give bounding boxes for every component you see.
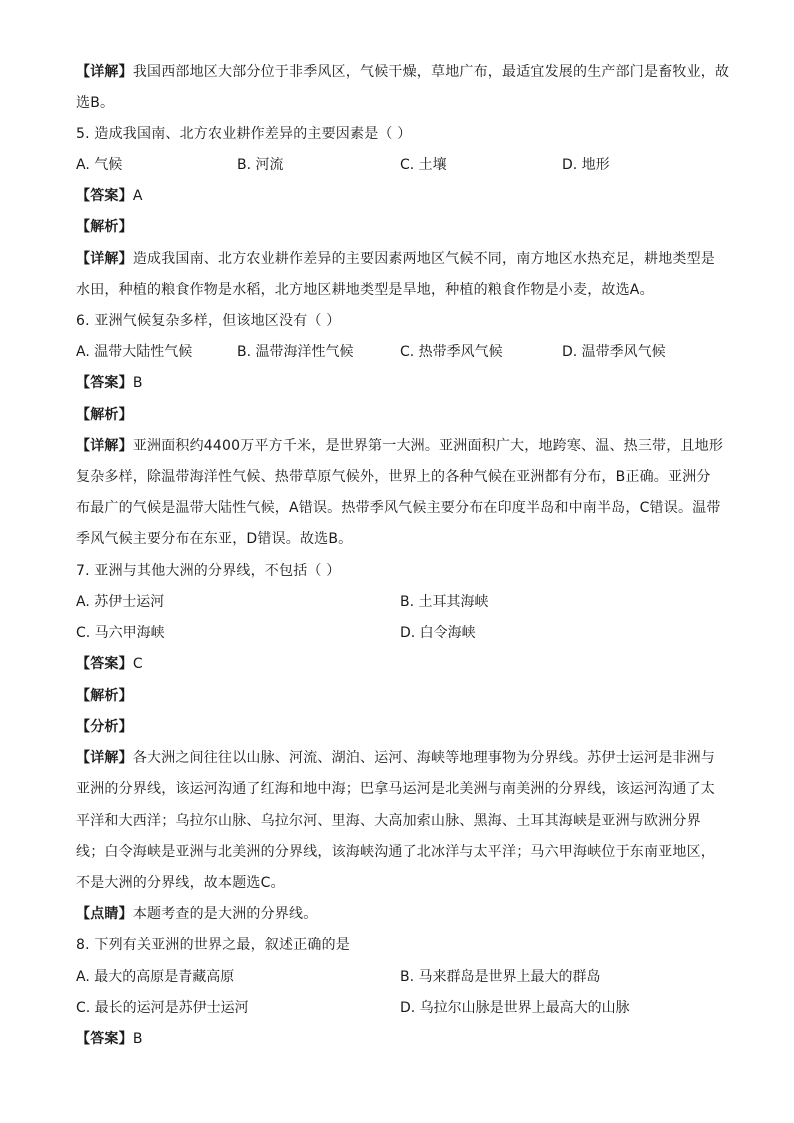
option-b: B. 土耳其海峡: [400, 594, 489, 610]
option-a: A. 温带大陆性气候: [76, 344, 193, 360]
analysis-heading: [76, 217, 133, 237]
question-6-options: [0, 342, 794, 362]
analysis-tag: 【解析】: [76, 688, 133, 704]
explanation-line: [76, 93, 114, 113]
option-c: C. 土壤: [400, 157, 447, 173]
option-a: A. 最大的高原是青藏高原: [76, 969, 235, 985]
explanation-line: [76, 249, 715, 269]
option-d: D. 白令海峡: [400, 625, 476, 641]
analysis-heading: [76, 405, 133, 425]
explanation-line: 亚洲的分界线，该运河沟通了红海和地中海；巴拿马运河是北美洲与南美洲的分界线，该运河沟通了太: [76, 781, 715, 797]
explanation-line: 季风气候主要分布在东亚，D错误。故选B。: [76, 531, 353, 547]
answer-tag: 【答案】: [76, 656, 133, 672]
explanation-text: 我国西部地区大部分位于非季风区，气候干燥，草地广布，最适宜发展的生产部门是畜牧业，故: [132, 64, 730, 80]
explanation-line: 平洋和大西洋；乌拉尔山脉、乌拉尔河、里海、大高加索山脉、黑海、土耳其海峡是亚洲与欧洲分界: [76, 813, 701, 829]
explanation-text: 选B。: [76, 95, 115, 111]
answer-value: C: [132, 656, 143, 672]
answer-line: [76, 186, 143, 206]
answer-value: B: [132, 1031, 143, 1047]
option-b: B. 河流: [237, 157, 284, 173]
answer-line: [76, 1029, 143, 1049]
question-7-options-row1: [0, 592, 794, 612]
question-7-options-row2: [0, 623, 794, 643]
answer-value: B: [132, 375, 143, 391]
detail-tag: 【详解】: [76, 438, 133, 454]
option-a: A. 苏伊士运河: [76, 594, 165, 610]
option-a: A. 气候: [76, 157, 123, 173]
explanation-line: [76, 62, 729, 82]
answer-line: [76, 373, 143, 393]
answer-tag: 【答案】: [76, 1031, 133, 1047]
question-5-options: [0, 155, 794, 175]
explanation-line: 不是大洲的分界线，故本题选C。: [76, 875, 285, 891]
explanation-text: 造成我国南、北方农业耕作差异的主要因素两地区气候不同，南方地区水热充足，耕地类型是: [132, 251, 716, 267]
option-b: B. 马来群岛是世界上最大的群岛: [400, 969, 601, 985]
question-6-stem: 6. 亚洲气候复杂多样，但该地区没有（ ）: [76, 313, 341, 329]
option-c: C. 马六甲海峡: [76, 625, 165, 641]
analysis-tag: 【解析】: [76, 407, 133, 423]
analysis-tag: 【解析】: [76, 219, 133, 235]
question-8-options-row2: [0, 998, 794, 1018]
summary-tag: 【分析】: [76, 719, 133, 735]
question-8-options-row1: [0, 967, 794, 987]
detail-tag: 【详解】: [76, 64, 133, 80]
explanation-line: [76, 748, 715, 768]
comment-text: 本题考查的是大洲的分界线。: [132, 906, 318, 922]
question-7-stem: 7. 亚洲与其他大洲的分界线，不包括（ ）: [76, 563, 341, 579]
answer-value: A: [132, 188, 143, 204]
comment-line: [76, 904, 317, 924]
answer-line: [76, 654, 143, 674]
option-d: D. 地形: [562, 157, 610, 173]
answer-tag: 【答案】: [76, 188, 133, 204]
option-c: C. 最长的运河是苏伊士运河: [76, 1000, 249, 1016]
option-b: B. 温带海洋性气候: [237, 344, 354, 360]
explanation-text: 各大洲之间往往以山脉、河流、湖泊、运河、海峡等地理事物为分界线。苏伊士运河是非洲与: [132, 750, 716, 766]
option-c: C. 热带季风气候: [400, 344, 503, 360]
explanation-line: 布最广的气候是温带大陆性气候，A错误。热带季风气候主要分布在印度半岛和中南半岛，C错误。温带: [76, 500, 721, 516]
explanation-line: [76, 436, 723, 456]
detail-tag: 【详解】: [76, 251, 133, 267]
explanation-line: 线；白令海峡是亚洲与北美洲的分界线，该海峡沟通了北冰洋与太平洋；马六甲海峡位于东南亚地区，: [76, 844, 715, 860]
analysis-heading: [76, 717, 133, 737]
comment-tag: 【点睛】: [76, 906, 133, 922]
explanation-line: 水田，种植的粮食作物是水稻，北方地区耕地类型是旱地，种植的粮食作物是小麦，故选A。: [76, 282, 654, 298]
question-8-stem: 8. 下列有关亚洲的世界之最，叙述正确的是: [76, 937, 351, 953]
option-d: D. 乌拉尔山脉是世界上最高大的山脉: [400, 1000, 630, 1016]
answer-tag: 【答案】: [76, 375, 133, 391]
option-d: D. 温带季风气候: [562, 344, 666, 360]
analysis-heading: [76, 686, 133, 706]
explanation-text: 亚洲面积约4400万平方千米，是世界第一大洲。亚洲面积广大，地跨寒、温、热三带，且地形: [132, 438, 724, 454]
question-5-stem: 5. 造成我国南、北方农业耕作差异的主要因素是（ ）: [76, 126, 412, 142]
detail-tag: 【详解】: [76, 750, 133, 766]
explanation-line: 复杂多样，除温带海洋性气候、热带草原气候外，世界上的各种气候在亚洲都有分布，B正确。亚洲分: [76, 469, 711, 485]
